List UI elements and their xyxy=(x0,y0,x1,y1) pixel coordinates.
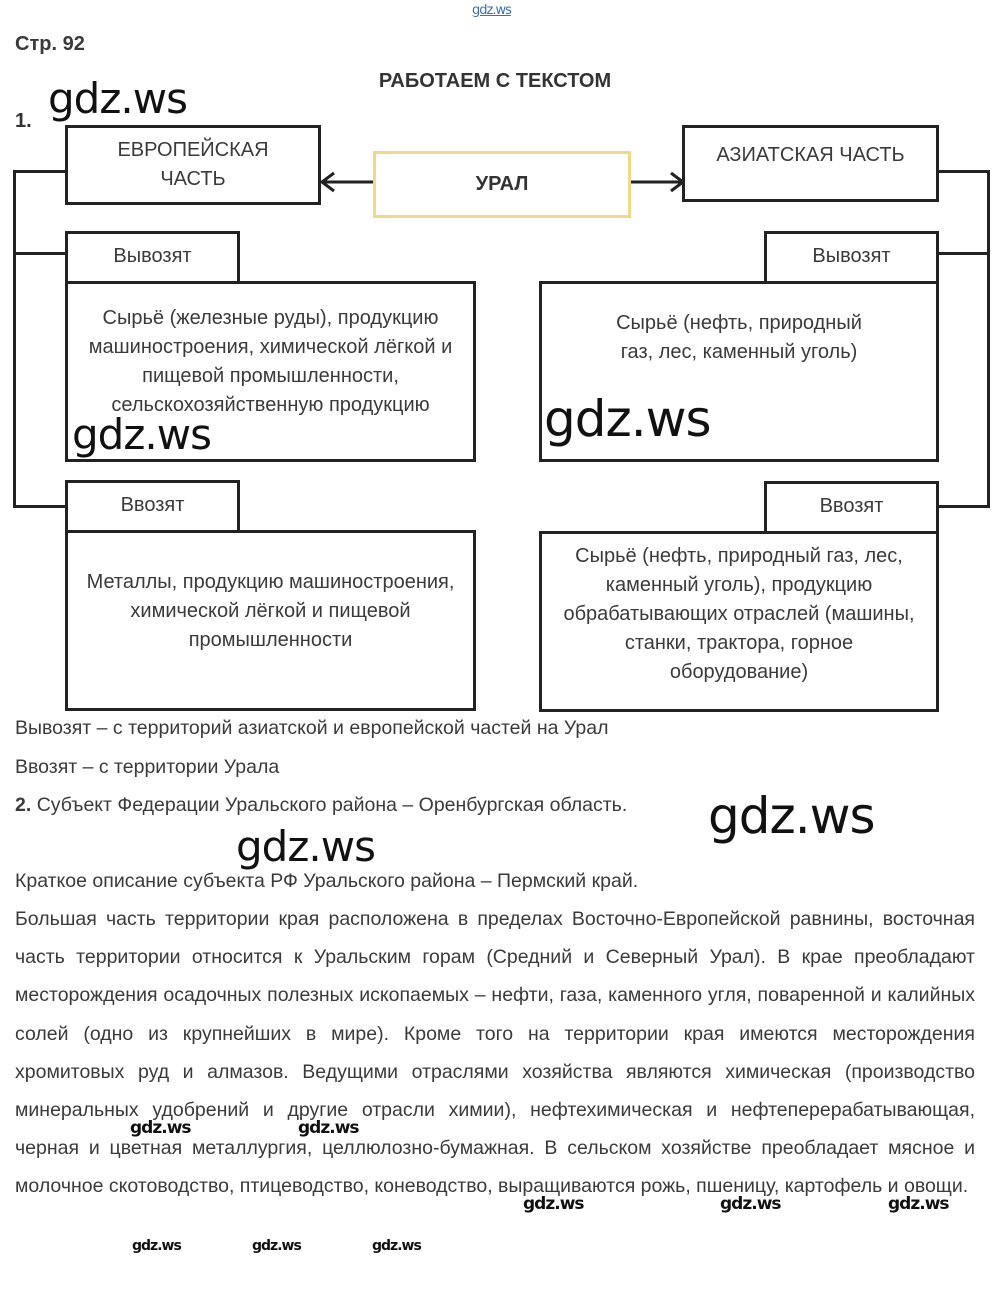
description-body: Большая часть территории края расположена в пределах Восточно-Европейской равнины, восточная часть территории относится к Уральским горам (Средний и Северный Урал). В крае преобладают месторождения осадочных полезных ископаемых – нефти, газа, каменного угля, поваренной и калийных солей (одно из крупнейших в мире). Кроме того на территории края имеются месторождения хромитовых руд и алмазов. Ведущими отраслями хозяйства являются химическая (производство минеральных удобрений и другие отрасли химии), нефтехимическая и нефтеперерабатывающая, черная и цветная металлургия, целлюлозно-бумажная. В сельском хозяйстве преобладает мясное и молочное скотоводство, птицеводство, коневодство, выращиваются рожь, пшеницу, картофель и овощи. xyxy=(15,908,975,1198)
page-label: Стр. 92 xyxy=(15,33,85,55)
watermark: gdz.ws xyxy=(544,390,711,448)
left-export-text: Сырьё (железные руды), продукцию машиностроения, химической лёгкой и пищевой промышленности, сельскохозяйственную продукцию xyxy=(88,307,453,416)
europe-part-label: ЕВРОПЕЙСКАЯ ЧАСТЬ xyxy=(117,139,269,190)
right-bracket-vertical xyxy=(987,170,990,508)
watermark: gdz.ws xyxy=(132,1238,181,1254)
watermark: gdz.ws xyxy=(523,1194,584,1214)
left-import-label-box xyxy=(65,480,240,533)
note-import: Ввозят – с территории Урала xyxy=(15,756,280,778)
asia-part-box xyxy=(682,125,939,202)
page-title: РАБОТАЕМ С ТЕКСТОМ xyxy=(378,70,612,92)
left-bracket-top xyxy=(13,170,67,173)
right-export-label-box xyxy=(764,231,939,284)
right-import-label: Ввозят xyxy=(819,495,884,517)
right-bracket-mid xyxy=(937,252,990,255)
right-import-text: Сырьё (нефть, природный газ, лес, каменный уголь), продукцию обрабатывающих отраслей (машины, станки, трактора, горное оборудование) xyxy=(563,545,915,683)
task2-text: Субъект Федерации Уральского района – Оренбургская область. xyxy=(36,794,628,816)
description-title: Краткое описание субъекта РФ Уральского района – Пермский край. xyxy=(15,870,639,892)
right-import-box xyxy=(539,531,939,712)
right-export-text: Сырьё (нефть, природный газ, лес, каменный уголь) xyxy=(616,312,862,363)
arrow-left-icon xyxy=(318,170,378,194)
ural-label: УРАЛ xyxy=(475,173,529,195)
note-export: Вывозят – с территорий азиатской и европейской частей на Урал xyxy=(15,717,609,739)
task2-number: 2. xyxy=(15,794,32,816)
left-bracket-vertical xyxy=(13,170,16,508)
left-bracket-mid xyxy=(13,252,67,255)
europe-part-box xyxy=(65,125,321,205)
arrow-right-icon xyxy=(627,170,687,194)
watermark: gdz.ws xyxy=(708,787,875,845)
watermark: gdz.ws xyxy=(298,1118,359,1138)
watermark: gdz.ws xyxy=(252,1238,301,1254)
right-export-label: Вывозят xyxy=(812,245,891,267)
watermark: gdz.ws xyxy=(720,1194,781,1214)
right-import-label-box xyxy=(764,481,939,534)
watermark: gdz.ws xyxy=(130,1118,191,1138)
left-import-text: Металлы, продукцию машиностроения, химической лёгкой и пищевой промышленности xyxy=(86,571,455,651)
top-watermark-link[interactable]: gdz.ws xyxy=(472,3,511,18)
asia-part-label: АЗИАТСКАЯ ЧАСТЬ xyxy=(716,144,905,166)
left-export-label-box xyxy=(65,231,240,284)
ural-box xyxy=(373,151,631,218)
left-export-label: Вывозят xyxy=(113,245,192,267)
left-import-box xyxy=(65,530,476,711)
watermark: gdz.ws xyxy=(888,1194,949,1214)
task1-number: 1. xyxy=(15,110,32,132)
right-bracket-top xyxy=(937,170,990,173)
right-bracket-bottom xyxy=(937,505,990,508)
watermark: gdz.ws xyxy=(48,74,187,123)
watermark: gdz.ws xyxy=(372,1238,421,1254)
watermark: gdz.ws xyxy=(72,410,211,459)
left-import-label: Ввозят xyxy=(120,494,185,516)
watermark: gdz.ws xyxy=(236,822,375,871)
left-bracket-bottom xyxy=(13,505,67,508)
